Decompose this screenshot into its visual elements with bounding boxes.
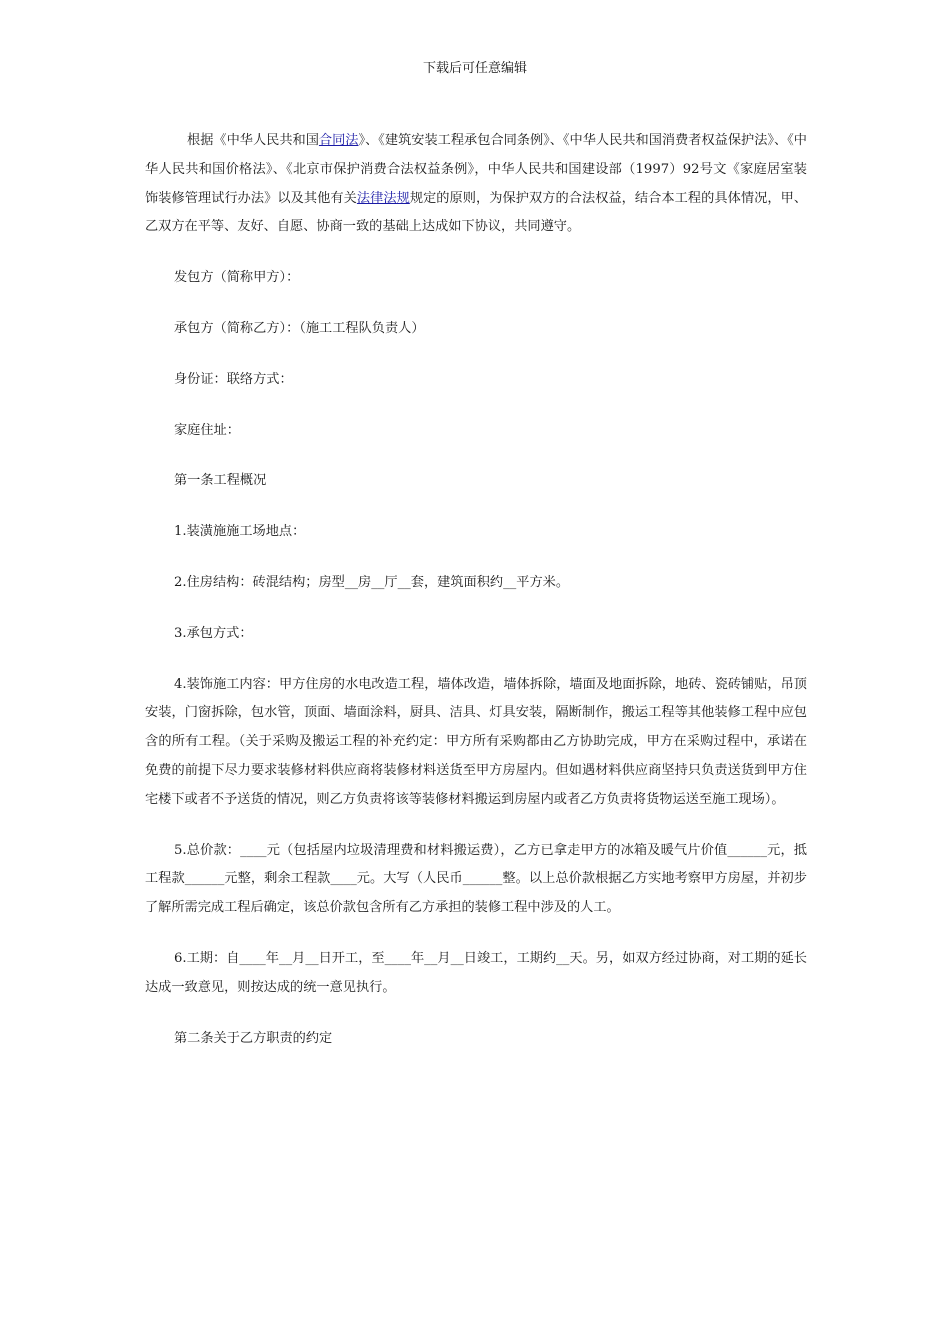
item-6-paragraph: 6.工期：自____年__月__日开工，至____年__月__日竣工，工期约__天。另，如双方经过协商，对工期的延长达成一致意见，则按达成的统一意见执行。 [145, 950, 807, 995]
contract-law-link[interactable]: 合同法 [318, 133, 359, 148]
contract-body [145, 127, 807, 1075]
item-2-line: 2.住房结构：砖混结构；房型__房__厅__套，建筑面积约__平方米。 [174, 574, 570, 590]
party-b-line: 承包方（简称乙方）：（施工工程队负责人） [174, 320, 425, 336]
intro-text-part3: 规定的原则，为保护双方的合法权益，结合本工程的具体情况，甲、乙双方在平等、友好、自愿、协商一致的基础上达成如下协议，共同遵守。 [145, 190, 808, 235]
article-1-title: 第一条工程概况 [174, 473, 267, 489]
article-2-title: 第二条关于乙方职责的约定 [174, 1030, 333, 1046]
item-3-line: 3.承包方式： [174, 625, 253, 641]
id-contact-line: 身份证：联络方式： [174, 371, 293, 387]
laws-regulations-link[interactable]: 法律法规 [356, 190, 410, 206]
address-line: 家庭住址： [174, 422, 240, 438]
page-header: 下载后可任意编辑 [422, 61, 527, 76]
item-1-line: 1.装潢施施工场地点： [174, 524, 306, 540]
intro-paragraph [145, 127, 807, 242]
intro-text-part1: 根据《中华人民共和国 [187, 133, 319, 148]
party-a-line: 发包方（简称甲方）： [174, 270, 300, 286]
item-5-paragraph: 5.总价款：____元（包括屋内垃圾清理费和材料搬运费），乙方已拿走甲方的冰箱及暖气片价值______元，抵工程款______元整，剩余工程款____元。大写（人民币______整。以上总价款根据乙方实地考察甲方房屋，并初步了解所需完成工程后确定，该总价款包含所有乙方承担的装修工程中涉及的人工。 [145, 842, 807, 916]
item-4-paragraph: 4.装饰施工内容：甲方住房的水电改造工程，墙体改造，墙体拆除，墙面及地面拆除，地砖、瓷砖铺贴，吊顶安装，门窗拆除，包水管，顶面、墙面涂料，厨具、洁具、灯具安装，隔断制作，搬运工程等其他装修工程中应包含的所有工程。（关于采购及搬运工程的补充约定：甲方所有采购都由乙方协助完成，甲方在采购过程中，承诺在免费的前提下尽力要求装修材料供应商将装修材料送货至甲方房屋内。但如遇材料供应商坚持只负责送货到甲方住宅楼下或者不予送货的情况，则乙方负责将该等装修材料搬运到房屋内或者乙方负责将货物运送至施工现场）。 [145, 676, 807, 807]
intro-text-part2: 》、《建筑安装工程承包合同条例》、《中华人民共和国消费者权益保护法》、《中华人民共和国价格法》、《北京市保护消费合法权益条例》，中华人民共和国建设部（1997）92号文《家庭居室装饰装修管理试行办法》以及其他有关 [145, 133, 807, 206]
